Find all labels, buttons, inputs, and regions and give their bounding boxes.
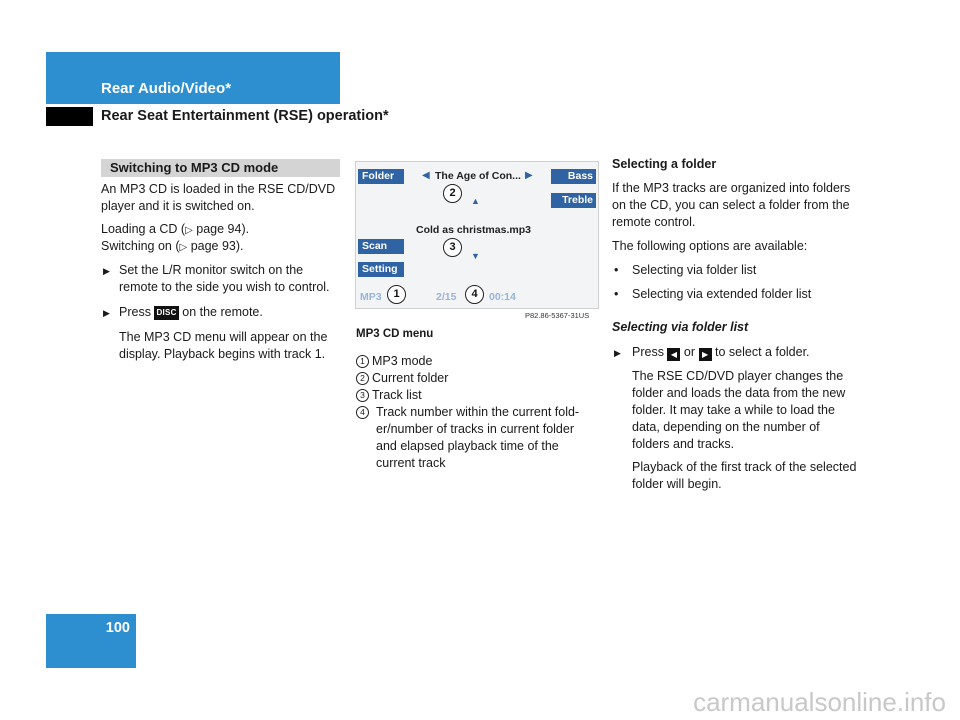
bullet-icon: • [614, 287, 619, 301]
chapter-title: Rear Audio/Video* [101, 80, 232, 97]
right-intro: If the MP3 tracks are organized into folders on the CD, you can select a folder from the remote control. [612, 181, 851, 229]
caption-item-number: 4 [356, 404, 372, 421]
mp3-menu-screen [355, 161, 599, 309]
step-2-result: The MP3 CD menu will appear on the display. Playback begins with track 1. [119, 330, 328, 361]
elapsed-time: 00:14 [489, 291, 516, 303]
setting-button: Setting [358, 262, 404, 277]
bullet-item: Selecting via extended folder list [632, 287, 812, 301]
disc-button-icon: DISC [154, 306, 178, 320]
figure-caption: MP3 CD menu [356, 328, 434, 340]
callout-4: 4 [465, 285, 484, 304]
bullet-item: Selecting via folder list [632, 263, 757, 277]
step-2: Press DISC on the remote. [119, 305, 263, 319]
callout-3: 3 [443, 238, 462, 257]
section-title: Switching to MP3 CD mode [110, 160, 279, 175]
intro-text: An MP3 CD is loaded in the RSE CD/DVD player and it is switched on. [101, 182, 336, 213]
step-arrow-icon: ▶ [103, 308, 110, 318]
step-arrow-icon: ▶ [614, 348, 621, 358]
folder-button: Folder [358, 169, 404, 184]
treble-button: Treble [551, 193, 596, 208]
loading-ref: Loading a CD (▷ page 94). [101, 222, 250, 236]
caption-item: 1 MP3 mode [356, 353, 596, 370]
callout-2: 2 [443, 184, 462, 203]
right-arrow-icon: ▶ [525, 170, 533, 181]
bass-button: Bass [551, 169, 596, 184]
track-name: Cold as christmas.mp3 [416, 224, 531, 236]
folder-result-2: Playback of the first track of the selected folder will begin. [632, 460, 857, 491]
section-subtitle: Rear Seat Entertainment (RSE) operation* [101, 108, 389, 124]
step-arrow-icon: ▶ [103, 266, 110, 276]
up-arrow-icon: ▲ [471, 196, 480, 206]
right-heading: Selecting a folder [612, 157, 717, 171]
track-count: 2/15 [436, 291, 457, 303]
caption-item-text: Track number within the current fold-er/number of tracks in current folder and elapsed playback time of the current track [376, 405, 580, 470]
loading-page-link[interactable]: page 94). [196, 222, 250, 236]
subheading: Selecting via folder list [612, 320, 749, 334]
folder-result-1: The RSE CD/DVD player changes the folder and loads the data from the new folder. It may take a while to load the data, depending on the number of folders and tracks. [632, 369, 846, 451]
mp3-mode-label: MP3 [360, 291, 382, 303]
switching-page-link[interactable]: page 93). [190, 239, 244, 253]
caption-item: 3 Track list [356, 387, 596, 404]
down-arrow-icon: ▼ [471, 251, 480, 261]
left-arrow-icon: ◀ [422, 170, 430, 181]
header-marker [46, 107, 93, 126]
caption-item: 2 Current folder [356, 370, 596, 387]
bullet-icon: • [614, 263, 619, 277]
figure-code: P82.86-5367-31US [525, 311, 590, 320]
scan-button: Scan [358, 239, 404, 254]
folder-name: The Age of Con... [435, 170, 521, 182]
options-intro: The following options are available: [612, 239, 808, 253]
folder-step: Press ◀ or ▶ to select a folder. [632, 345, 810, 359]
right-key-icon: ▶ [699, 348, 712, 361]
left-key-icon: ◀ [667, 348, 680, 361]
watermark: carmanualsonline.info [693, 687, 946, 717]
page-number: 100 [105, 620, 130, 636]
switching-ref: Switching on (▷ page 93). [101, 239, 244, 253]
step-1: Set the L/R monitor switch on the remote to the side you wish to control. [119, 263, 330, 294]
callout-1: 1 [387, 285, 406, 304]
